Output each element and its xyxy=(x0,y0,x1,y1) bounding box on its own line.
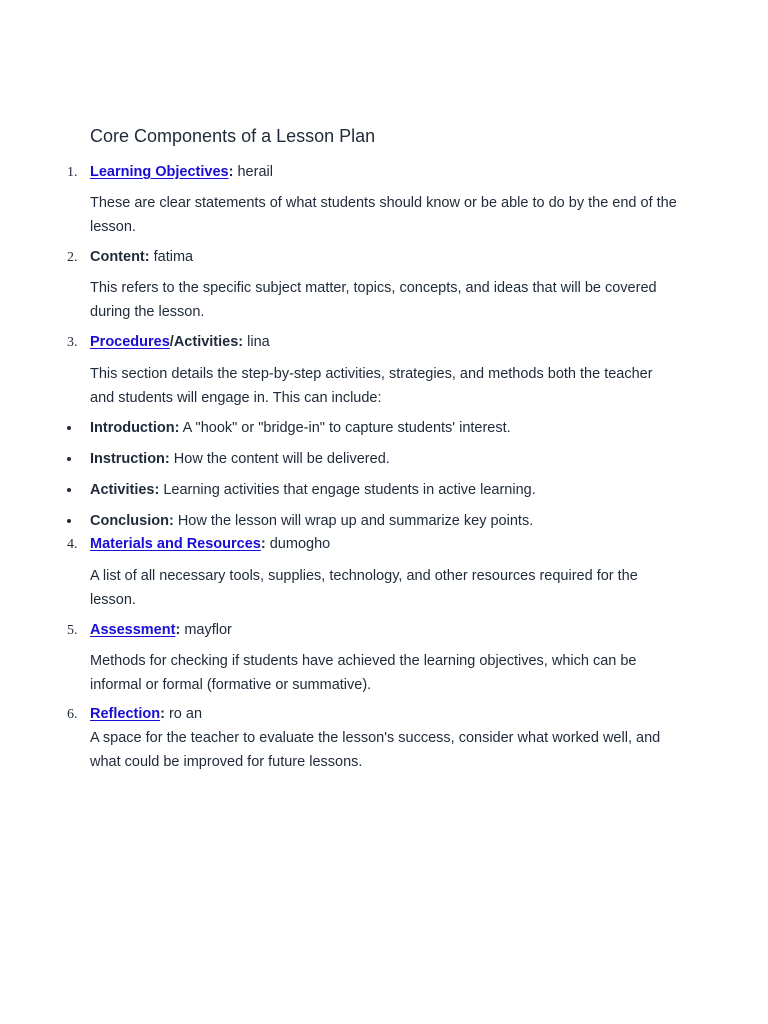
bullet-icon xyxy=(67,426,71,430)
materials-description: A list of all necessary tools, supplies, technology, and other resources required for the lesson. xyxy=(90,568,638,608)
assignee-name: dumogho xyxy=(269,536,331,552)
materials-and-resources-link[interactable]: Materials and Resources xyxy=(90,536,261,552)
bullet-text: How the content will be delivered. xyxy=(173,451,390,467)
content-term: Content: xyxy=(90,249,150,265)
bullet-label: Instruction: xyxy=(90,451,170,467)
procedures-description: This section details the step-by-step activities, strategies, and methods both the teacher and students will engage in. This can include: xyxy=(90,366,653,406)
assessment-link[interactable]: Assessment xyxy=(90,622,176,638)
separator: : xyxy=(260,536,266,552)
bullet-text: How the lesson will wrap up and summarize key points. xyxy=(177,513,534,529)
assignee-name: mayflor xyxy=(184,622,232,638)
list-number: 5. xyxy=(67,623,78,638)
reflection-description: A space for the teacher to evaluate the lesson's success, consider what worked well, and what could be improved for future lessons. xyxy=(90,730,661,770)
bullet-label: Activities: xyxy=(90,482,160,498)
list-number: 6. xyxy=(67,707,78,722)
document-title: Core Components of a Lesson Plan xyxy=(90,126,376,146)
content-description: This refers to the specific subject matter, topics, concepts, and ideas that will be covered during the lesson. xyxy=(90,280,657,320)
bullet-icon xyxy=(67,519,71,523)
list-number: 4. xyxy=(67,537,78,552)
bullet-label: Conclusion: xyxy=(90,513,174,529)
learning-objectives-description: These are clear statements of what students should know or be able to do by the end of the lesson. xyxy=(90,195,677,235)
separator: : xyxy=(228,164,234,180)
assignee-name: herail xyxy=(237,164,273,180)
separator: : xyxy=(160,706,165,722)
reflection-link[interactable]: Reflection xyxy=(90,706,161,722)
procedures-link[interactable]: Procedures xyxy=(90,334,170,350)
list-number: 1. xyxy=(67,165,78,180)
list-number: 2. xyxy=(67,250,78,265)
bullet-text: A "hook" or "bridge-in" to capture students' interest. xyxy=(182,420,511,436)
procedures-suffix: /Activities: xyxy=(169,334,244,350)
list-number: 3. xyxy=(67,335,78,350)
bullet-label: Introduction: xyxy=(90,420,180,436)
assignee-name: fatima xyxy=(153,249,194,265)
assignee-name: ro an xyxy=(168,706,203,722)
learning-objectives-link[interactable]: Learning Objectives xyxy=(90,164,229,180)
separator: : xyxy=(175,622,181,638)
assignee-name: lina xyxy=(247,334,270,350)
bullet-icon xyxy=(67,457,71,461)
assessment-description: Methods for checking if students have achieved the learning objectives, which can be informal or formal (formative or summative). xyxy=(90,653,637,693)
bullet-text: Learning activities that engage students in active learning. xyxy=(163,482,536,498)
bullet-icon xyxy=(67,488,71,492)
